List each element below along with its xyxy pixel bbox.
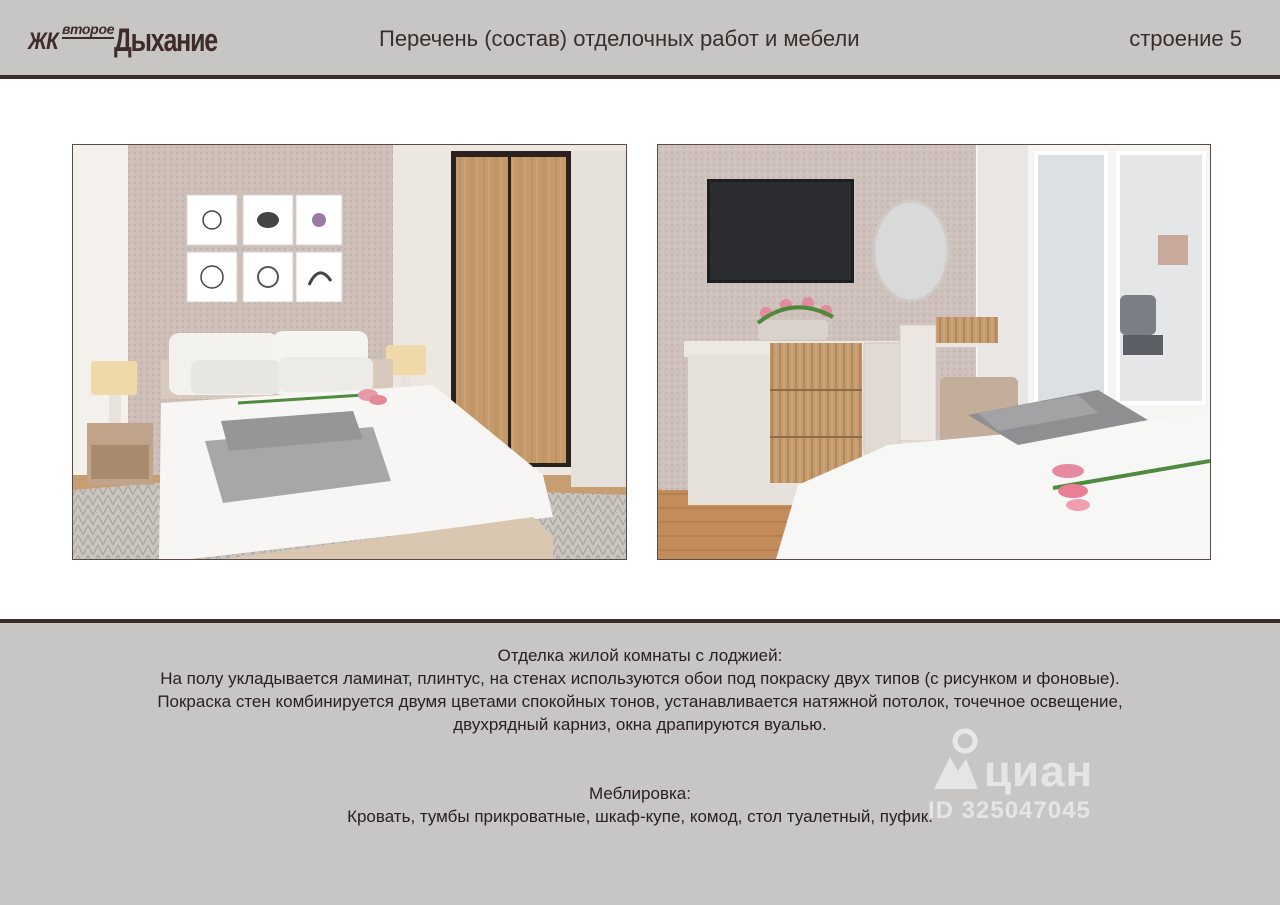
logo-prefix: ЖК	[28, 28, 58, 55]
finish-line: На полу укладывается ламинат, плинтус, на стенах используются обои под покраску двух типов (с рисунком и фоновые).	[160, 669, 1120, 688]
building-label: строение 5	[1129, 26, 1242, 51]
finish-heading: Отделка жилой комнаты с лоджией:	[497, 646, 783, 665]
finish-line: Покраска стен комбинируется двумя цветами спокойных тонов, устанавливается натяжной потолок, точечное освещение,	[157, 692, 1123, 711]
photo-bedroom	[72, 144, 627, 560]
watermark-name: циан	[984, 747, 1094, 796]
logo-word-1: второе	[62, 21, 115, 37]
finish-description	[0, 644, 1280, 736]
page-title: Перечень (состав) отделочных работ и мебели	[379, 26, 860, 51]
furniture-heading: Меблировка:	[589, 784, 691, 803]
header-divider	[0, 75, 1280, 79]
photo-dresser-room	[657, 144, 1211, 560]
finish-line: двухрядный карниз, окна драпируются вуалью.	[453, 715, 827, 734]
logo-underline	[62, 37, 114, 39]
watermark-id: ID 325047045	[928, 797, 1091, 824]
furniture-line: Кровать, тумбы прикроватные, шкаф-купе, комод, стол туалетный, пуфик.	[347, 807, 933, 826]
logo-word-2: Дыхание	[114, 22, 217, 58]
header	[0, 0, 1280, 76]
location-pin-person-icon	[928, 727, 982, 793]
